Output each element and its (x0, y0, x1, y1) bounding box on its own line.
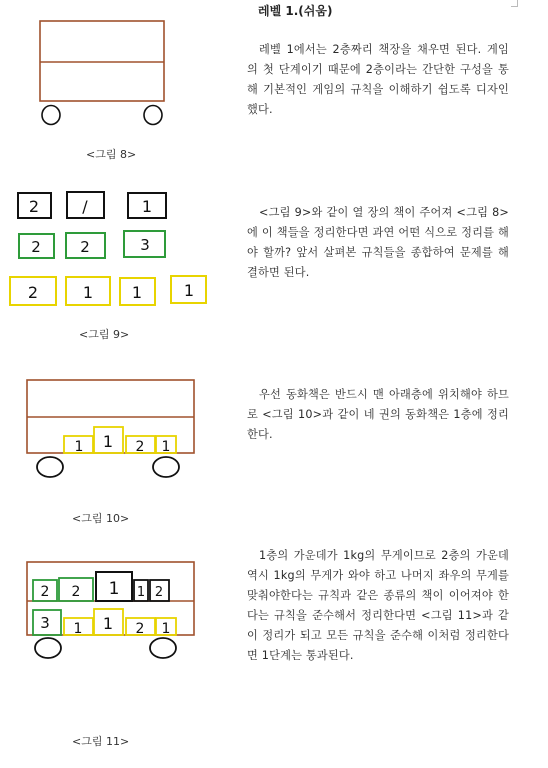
fig11-bottom-book-4-label: 2 (135, 621, 145, 637)
figure-9-caption: <그림 9> (79, 328, 130, 341)
fig10-book-3-label: 2 (135, 439, 145, 455)
black-card-3-label: 1 (141, 197, 153, 216)
shelf-wheel-left (35, 638, 61, 658)
yellow-card-3-label: 1 (131, 283, 143, 302)
fig11-top-book-3-label: 1 (108, 579, 120, 599)
paragraph-text: <그림 9>와 같이 열 장의 책이 주어져 <그림 8>에 이 책들을 정리한다면 과연 어떤 식으로 정리를 해야 할까? 앞서 살펴본 규칙들을 종합하여 문제를 해결하면 된다. (247, 206, 509, 279)
paragraph-fig10-explain (247, 385, 509, 445)
figure-10-caption: <그림 10> (72, 512, 130, 525)
paragraph-fig11-explain (247, 546, 509, 666)
fig10-book-4-label: 1 (161, 439, 171, 455)
shelf-wheel-right (150, 638, 176, 658)
fig11-top-book-1-label: 2 (40, 584, 50, 600)
black-card-1-label: 2 (28, 197, 40, 216)
green-card-1-label: 2 (31, 238, 41, 256)
fig11-bottom-book-1-label: 3 (40, 614, 50, 632)
fig11-top-book-5-label: 2 (154, 585, 164, 600)
fig11-bottom-book-5-label: 1 (161, 621, 171, 637)
figure-11-caption: <그림 11> (72, 735, 130, 748)
yellow-card-4-label: 1 (183, 281, 195, 300)
fig10-book-1-label: 1 (74, 439, 84, 455)
paragraph-level1-intro (247, 40, 509, 120)
green-card-3-label: 3 (140, 236, 150, 254)
paragraph-text: 1층의 가운데가 1kg의 무게이므로 2층의 가운데 역시 1kg의 무게가 와야 하고 나머지 좌우의 무게를 맞춰야한다는 규칙과 같은 종류의 책이 이어져야 한다는 규칙을 준수해서 정리한다면 <그림 11>과 같이 정리가 되고 모든 규칙을 준수해 이처럼 정리한다면 1단계는 통과된다. (247, 549, 509, 662)
fig10-book-2-label: 1 (102, 432, 114, 451)
paragraph-text: 레벨 1에서는 2층짜리 책장을 채우면 된다. 게임의 첫 단계이기 때문에 2층이라는 간단한 구성을 통해 기본적인 게임의 규칙을 이해하기 쉽도록 디자인했다. (247, 43, 509, 116)
figure-8-caption: <그림 8> (86, 148, 137, 161)
black-card-2-label: / (82, 197, 88, 216)
section-heading: 레벨 1.(쉬움) (258, 4, 333, 18)
fig11-top-book-4-label: 1 (136, 585, 146, 600)
green-card-2-label: 2 (80, 238, 90, 256)
fig11-top-book-2-label: 2 (71, 584, 81, 600)
paragraph-fig9-question (247, 203, 509, 283)
paragraph-text: 우선 동화책은 반드시 맨 아래층에 위치해야 하므로 <그림 10>과 같이 네 권의 동화책은 1층에 정리한다. (247, 388, 509, 441)
yellow-card-1-label: 2 (27, 283, 39, 302)
yellow-card-2-label: 1 (82, 283, 94, 302)
fig11-bottom-book-2-label: 1 (73, 621, 83, 637)
fig11-bottom-book-3-label: 1 (102, 614, 114, 633)
